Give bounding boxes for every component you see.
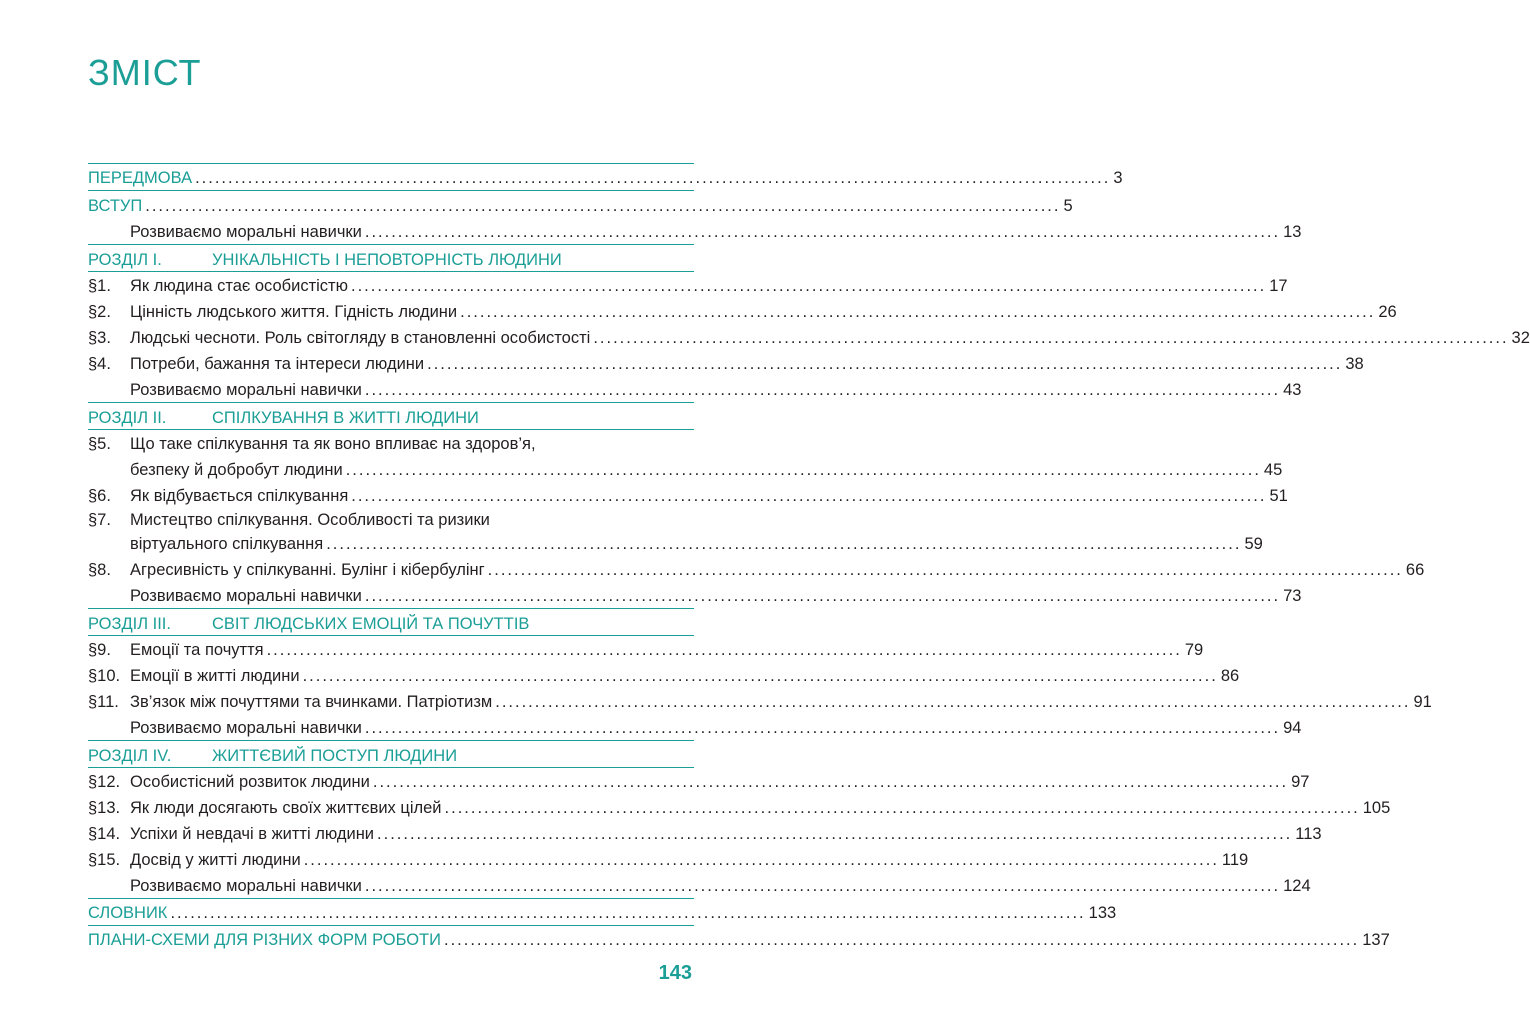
- entry-title: Цінність людського життя. Гідність людини: [130, 303, 458, 321]
- entry-title: ПЛАНИ-СХЕМИ ДЛЯ РІЗНИХ ФОРМ РОБОТИ: [88, 931, 441, 949]
- entry-page: 97: [1291, 773, 1310, 791]
- page-number: 143: [658, 962, 692, 984]
- entry-page: 86: [1220, 667, 1240, 685]
- entry-title: Розвиваємо моральні навички: [130, 719, 362, 737]
- leader-dots: ...........................................................................................................................................: [364, 719, 1281, 737]
- entry-title: ПЕРЕДМОВА: [88, 169, 193, 187]
- entry-page: 26: [1378, 303, 1397, 321]
- paragraph-number: §15.: [88, 851, 121, 869]
- toc-entry-s1[interactable]: [88, 270, 1288, 296]
- page-title: ЗМІСТ: [88, 52, 202, 93]
- entry-page: 137: [1362, 931, 1390, 949]
- toc-entry-s2[interactable]: [88, 296, 1397, 322]
- toc-entry-s14[interactable]: [88, 818, 1322, 844]
- leader-dots: ...........................................................................................................................................: [266, 641, 1182, 659]
- toc-entry-vstup[interactable]: [88, 190, 1073, 216]
- entry-title-line[interactable]: Мистецтво спілкування. Особливості та ризики: [130, 511, 490, 529]
- section-title: СПІЛКУВАННЯ В ЖИТТІ ЛЮДИНИ: [212, 409, 479, 427]
- toc-entry-navychky[interactable]: [88, 870, 1311, 896]
- paragraph-number: §11.: [88, 693, 119, 711]
- toc-entry-s11[interactable]: [88, 686, 1432, 712]
- paragraph-number: §13.: [88, 799, 121, 817]
- leader-dots: ...........................................................................................................................................: [170, 904, 1086, 922]
- entry-page: 17: [1269, 277, 1288, 295]
- leader-dots: ...........................................................................................................................................: [372, 773, 1289, 791]
- toc-entry-navychky[interactable]: [88, 374, 1302, 400]
- toc-entry-s5[interactable]: [88, 454, 1283, 480]
- entry-title: Емоції та почуття: [130, 641, 264, 659]
- entry-title: СЛОВНИК: [88, 904, 168, 922]
- leader-dots: ...........................................................................................................................................: [487, 561, 1403, 579]
- toc-entry-peredmova[interactable]: [88, 162, 1123, 188]
- entry-title: ВСТУП: [88, 197, 143, 215]
- paragraph-number: §8.: [88, 561, 111, 579]
- toc-entry-slovnyk[interactable]: [88, 897, 1117, 923]
- entry-page: 119: [1221, 851, 1249, 869]
- toc-entry-plany[interactable]: [88, 924, 1390, 950]
- leader-dots: ...........................................................................................................................................: [351, 277, 1267, 295]
- entry-title: безпеку й добробут людини: [130, 461, 343, 479]
- toc-entry-s9[interactable]: [88, 634, 1204, 660]
- leader-dots: ...........................................................................................................................................: [351, 487, 1267, 505]
- entry-title: Розвиваємо моральні навички: [130, 877, 362, 895]
- leader-dots: ...........................................................................................................................................: [427, 355, 1343, 373]
- paragraph-number: §10.: [88, 667, 121, 685]
- entry-page: 73: [1283, 587, 1302, 605]
- paragraph-number: §14.: [88, 825, 121, 843]
- paragraph-number: §12.: [88, 773, 121, 791]
- section-label: РОЗДІЛ IV.: [88, 747, 172, 765]
- section-title: ЖИТТЄВИЙ ПОСТУП ЛЮДИНИ: [212, 747, 458, 765]
- section-heading-2[interactable]: [88, 402, 694, 428]
- leader-dots: ...........................................................................................................................................: [460, 303, 1376, 321]
- entry-page: 32: [1511, 329, 1530, 347]
- leader-dots: ...........................................................................................................................................: [326, 535, 1242, 553]
- paragraph-number: §6.: [88, 487, 111, 505]
- entry-page: 94: [1283, 719, 1302, 737]
- leader-dots: ...........................................................................................................................................: [495, 693, 1411, 711]
- paragraph-number: §9.: [88, 641, 111, 659]
- entry-title: Емоції в житті людини: [130, 667, 300, 685]
- entry-title: Розвиваємо моральні навички: [130, 381, 362, 399]
- section-heading-1[interactable]: [88, 244, 694, 270]
- section-label: РОЗДІЛ ІІ.: [88, 409, 167, 427]
- entry-title-line[interactable]: Що таке спілкування та як воно впливає на здоров’я,: [130, 435, 536, 453]
- toc-entry-s4[interactable]: [88, 348, 1364, 374]
- leader-dots: ...........................................................................................................................................: [303, 851, 1219, 869]
- entry-title: Людські чесноти. Роль світогляду в становленні особистості: [130, 329, 591, 347]
- toc-entry-navychky[interactable]: [88, 580, 1302, 606]
- toc-entry-s13[interactable]: [88, 792, 1391, 818]
- toc-entry-s15[interactable]: [88, 844, 1249, 870]
- entry-page: 13: [1283, 223, 1302, 241]
- paragraph-number: §2.: [88, 303, 111, 321]
- entry-title: Потреби, бажання та інтереси людини: [130, 355, 425, 373]
- paragraph-number: §4.: [88, 355, 111, 373]
- leader-dots: ...........................................................................................................................................: [444, 799, 1360, 817]
- toc-entry-s8[interactable]: [88, 554, 1425, 580]
- entry-page: 66: [1405, 561, 1425, 579]
- section-title: СВІТ ЛЮДСЬКИХ ЕМОЦІЙ ТА ПОЧУТТІВ: [212, 615, 530, 633]
- leader-dots: ...........................................................................................................................................: [593, 329, 1509, 347]
- leader-dots: ...........................................................................................................................................: [364, 223, 1281, 241]
- toc-entry-s12[interactable]: [88, 766, 1310, 792]
- entry-page: 45: [1263, 461, 1283, 479]
- entry-title: віртуального спілкування: [130, 535, 324, 553]
- toc-entry-s7[interactable]: [88, 528, 1263, 554]
- entry-page: 59: [1244, 535, 1263, 553]
- entry-title: Успіхи й невдачі в житті людини: [130, 825, 375, 843]
- paragraph-number: §5.: [88, 435, 111, 453]
- toc-entry-navychky[interactable]: [88, 712, 1302, 738]
- entry-page: 79: [1184, 641, 1204, 659]
- entry-title: Розвиваємо моральні навички: [130, 223, 362, 241]
- entry-title: Як відбувається спілкування: [130, 487, 349, 505]
- leader-dots: ...........................................................................................................................................: [345, 461, 1261, 479]
- paragraph-number: §1.: [88, 277, 111, 295]
- entry-page: 113: [1295, 825, 1322, 843]
- section-label: РОЗДІЛ І.: [88, 251, 162, 269]
- entry-page: 3: [1113, 169, 1123, 187]
- entry-page: 5: [1063, 197, 1073, 215]
- toc-entry-s3[interactable]: [88, 322, 1530, 348]
- section-title: УНІКАЛЬНІСТЬ І НЕПОВТОРНІСТЬ ЛЮДИНИ: [212, 251, 562, 269]
- section-heading-3[interactable]: [88, 608, 694, 634]
- paragraph-number: §3.: [88, 329, 111, 347]
- leader-dots: ...........................................................................................................................................: [364, 877, 1281, 895]
- entry-page: 133: [1088, 904, 1117, 922]
- leader-dots: ...........................................................................................................................................: [195, 169, 1111, 187]
- paragraph-number: §7.: [88, 511, 111, 529]
- section-heading-4[interactable]: [88, 740, 694, 766]
- entry-title: Як люди досягають своїх життєвих цілей: [130, 799, 442, 817]
- entry-title: Розвиваємо моральні навички: [130, 587, 362, 605]
- leader-dots: ...........................................................................................................................................: [302, 667, 1218, 685]
- toc-entry-s10[interactable]: [88, 660, 1240, 686]
- entry-page: 105: [1362, 799, 1391, 817]
- leader-dots: ...........................................................................................................................................: [364, 587, 1281, 605]
- entry-title: Досвід у житті людини: [130, 851, 301, 869]
- leader-dots: ...........................................................................................................................................: [444, 931, 1360, 949]
- entry-page: 124: [1283, 877, 1311, 895]
- leader-dots: ...........................................................................................................................................: [377, 825, 1293, 843]
- entry-title: Особистісний розвиток людини: [130, 773, 370, 791]
- entry-title: Агресивність у спілкуванні. Булінг і кібербулінг: [130, 561, 485, 579]
- entry-page: 43: [1283, 381, 1302, 399]
- entry-page: 91: [1413, 693, 1432, 711]
- entry-title: Як людина стає особистістю: [130, 277, 348, 295]
- entry-page: 51: [1269, 487, 1288, 505]
- leader-dots: ...........................................................................................................................................: [364, 381, 1281, 399]
- entry-title: Зв’язок між почуттями та вчинками. Патріотизм: [130, 693, 493, 711]
- toc-entry-navychky[interactable]: [88, 216, 1302, 242]
- section-label: РОЗДІЛ ІІІ.: [88, 615, 171, 633]
- toc-entry-s6[interactable]: [88, 480, 1288, 506]
- leader-dots: ...........................................................................................................................................: [145, 197, 1061, 215]
- entry-page: 38: [1345, 355, 1364, 373]
